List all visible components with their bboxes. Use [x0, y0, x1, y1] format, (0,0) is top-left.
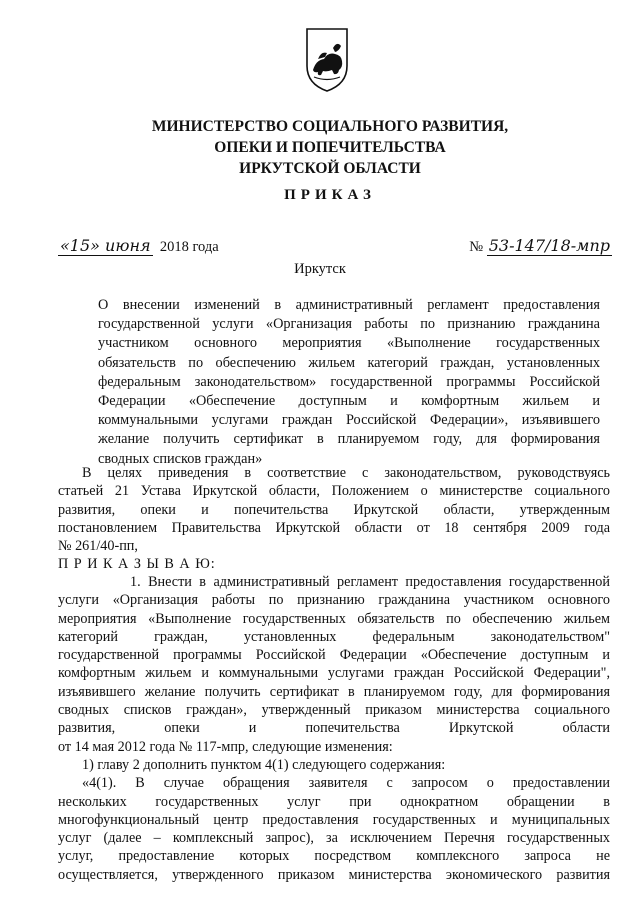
ministry-name — [120, 116, 540, 179]
item-line: от 14 мая 2012 года № 117-мпр, следующие изменения: — [58, 738, 393, 755]
item-line: осуществляется, утвержденного приказом министерства экономического развития — [58, 866, 610, 883]
item-line: развития, опеки и попечительства Иркутской области — [58, 720, 610, 737]
subject-line: О внесении изменений в административный регламент предоставления — [98, 297, 600, 313]
preamble-line: статьей 21 Устава Иркутской области, Положением о министерстве социального — [58, 483, 610, 500]
preamble-line: развития, опеки и попечительства Иркутской области, утвержденным — [58, 501, 610, 518]
item-line: мероприятия «Выполнение государственных обязательств по обеспечению жильем — [58, 610, 610, 627]
ministry-name-line: ИРКУТСКОЙ ОБЛАСТИ — [239, 160, 421, 177]
item-line: «4(1). В случае обращения заявителя с запросом о предоставлении — [82, 775, 610, 792]
subject-line: коммунальными услугами граждан Российской Федерации», изъявившего — [98, 412, 600, 429]
item-line: 1) главу 2 дополнить пунктом 4(1) следующего содержания: — [82, 756, 446, 773]
preamble-line: постановлением Правительства Иркутской области от 18 сентября 2009 года — [58, 519, 610, 536]
item-line: категорий граждан, установленных федеральным законодательством" — [58, 628, 610, 645]
item-line: нескольких государственных услуг при однократном обращении в — [58, 793, 610, 810]
preamble-line: № 261/40-пп, — [58, 538, 138, 555]
item-line: государственной программы Российской Федерации «Обеспечение доступным и — [58, 647, 610, 664]
order-title: ПРИКАЗ — [284, 187, 376, 203]
item-line: многофункциональный центр предоставления государственных и муниципальных — [58, 811, 610, 828]
city: Иркутск — [294, 261, 346, 277]
item-line: услуг (далее – комплексный запрос), за исключением Перечня государственных — [58, 830, 610, 847]
date-open-quote: « — [60, 236, 70, 255]
ministry-name-line: МИНИСТЕРСТВО СОЦИАЛЬНОГО РАЗВИТИЯ, — [151, 118, 509, 135]
subject-line: сводных списков граждан» — [98, 450, 263, 467]
subject-line: Федерации «Обеспечение доступным и комфортным жильем и — [98, 392, 600, 409]
order-items — [58, 573, 610, 884]
item-line: услуг, предоставление которых посредством комплексного запроса не — [58, 848, 610, 865]
subject-line: участником основного мероприятия «Выполнение государственных — [98, 335, 600, 352]
number-prefix: № — [469, 239, 484, 255]
subject-line: желание получить сертификат в планируемом году, для формирования — [98, 431, 600, 448]
coat-of-arms-emblem-icon — [304, 26, 350, 94]
item-line: изъявившего желание получить сертификат в планируемом году, для формирования — [58, 683, 610, 700]
date-year: 2018 года — [159, 239, 219, 255]
handwritten-number: 53-147/18-мпр — [488, 236, 610, 255]
preamble-paragraph — [58, 464, 610, 555]
order-number — [469, 236, 612, 256]
handwritten-date — [58, 236, 153, 256]
item-line: 1. Внести в административный регламент предоставления государственной — [130, 574, 610, 590]
subject-line: федеральным законодательством» государственной программы Российской — [98, 373, 600, 390]
item-line: услуги «Организация работы по признанию гражданина участником основного — [58, 592, 610, 609]
date-month: июня — [105, 236, 151, 255]
order-date — [58, 236, 219, 256]
item-line: сводных списков граждан», утвержденный приказом министерства социального — [58, 702, 610, 719]
order-subject — [98, 296, 600, 469]
preamble-line: В целях приведения в соответствие с законодательством, руководствуясь — [82, 465, 610, 481]
subject-line: государственной услуги «Организация работы по признанию гражданина — [98, 316, 600, 333]
date-close-quote: » — [90, 236, 100, 255]
prikazyvayu-heading: П Р И К А З Ы В А Ю: — [58, 556, 216, 572]
date-day: 15 — [69, 236, 91, 255]
item-line: комфортным жильем и коммунальными услугами граждан Российской Федерации", — [58, 665, 610, 682]
subject-line: обязательств по обеспечению жильем категорий граждан, установленных — [98, 354, 600, 371]
ministry-name-line: ОПЕКИ И ПОПЕЧИТЕЛЬСТВА — [214, 139, 446, 156]
